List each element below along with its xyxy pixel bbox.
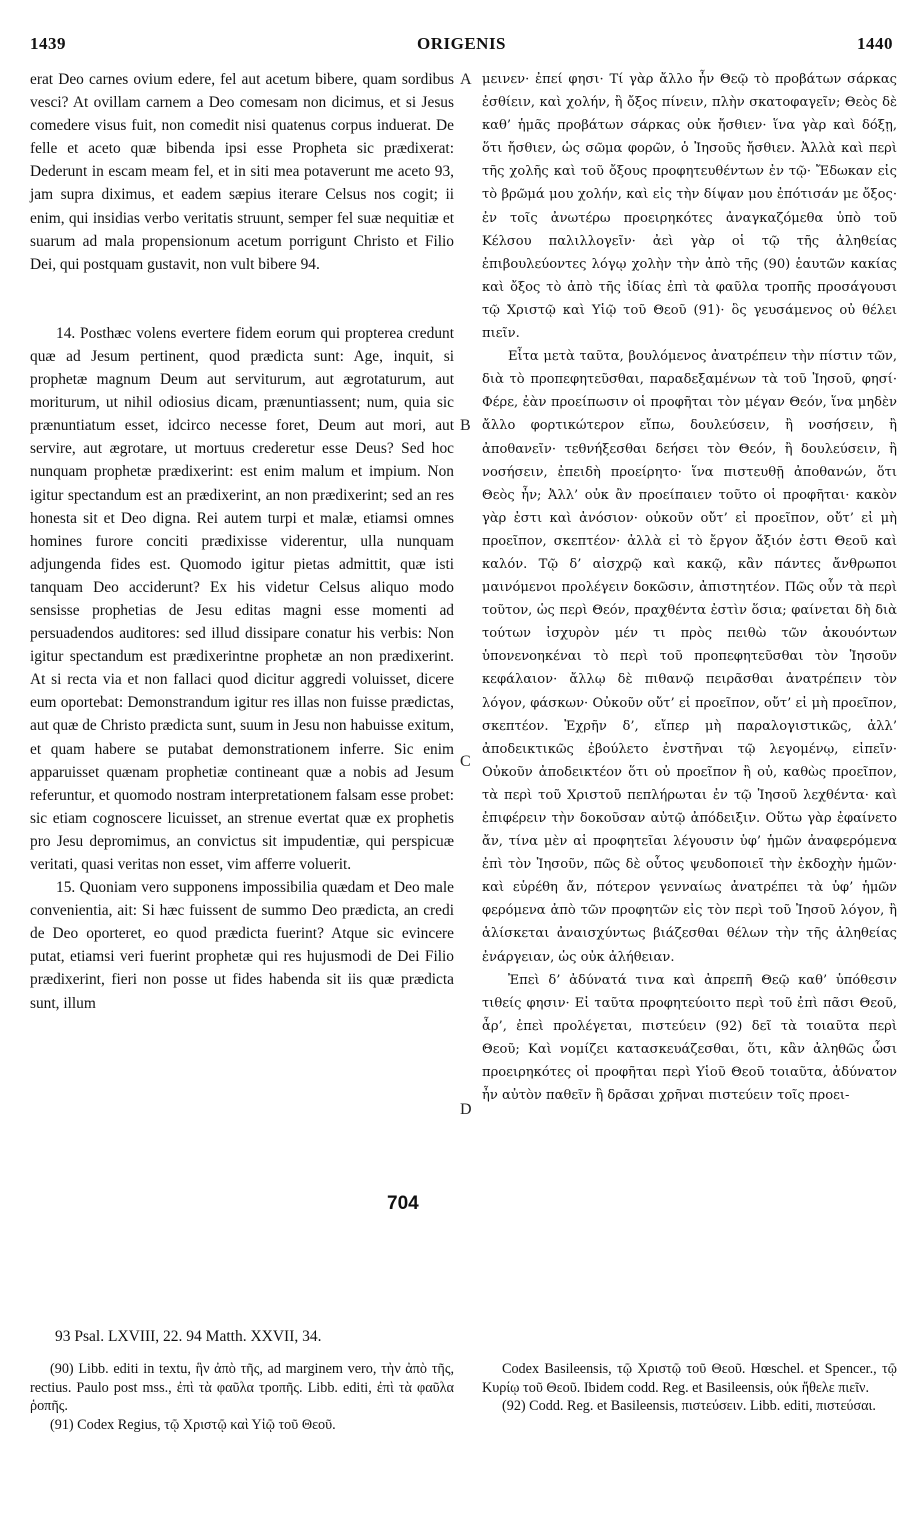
page-number-right: 1440 <box>857 34 893 53</box>
paragraph-spacer <box>30 276 454 322</box>
running-title: ORIGENIS <box>416 34 507 53</box>
greek-paragraph-1: μεινεν· ἐπεί φησι· Τί γὰρ ἄλλο ἦν Θεῷ τὸ προβάτων σάρκας ἐσθίειν, καὶ χολήν, ἢ ὄξος πίνειν, πλὴν σκατοφαγεῖν; Θεὸς δὲ καθ’ ἡμᾶς προβάτων σάρκας οὐκ ἤσθιεν· ἵνα γὰρ καὶ δόξῃ, ὅτι ἤσθιεν, ὡς σῶμα φορῶν, ὁ Ἰησοῦς ἤσθιεν. Ἀλλὰ καὶ περὶ τῆς χολῆς καὶ τοῦ ὄξους προφητευθέντων ἐν τῷ· Ἔδωκαν εἰς τὸ βρῶμά μου χολήν, καὶ εἰς τὴν δίψαν μου ἐπότισάν με ὄξος· ἐν τοῖς ἀνωτέρω προειρηκότες ἀναγκαζόμεθα ὑπὸ τοῦ Κέλσου παλιλλογεῖν· ἀεὶ γὰρ οἱ τῷ τῆς ἀληθείας ἐπιβουλεύοντες λόγῳ χολὴν τὴν ἀπὸ τῆς (90) ἑαυτῶν κακίας καὶ ὄξος τὸ ἀπὸ τῆς ἰδίας ἐπὶ τὰ φαῦλα τροπῆς προσάγουσι τῷ Χριστῷ καὶ Υἱῷ τοῦ Θεοῦ (91)· ὃς γευσάμενος οὐ θέλει πιεῖν. <box>482 72 897 342</box>
margin-letter-a: A <box>460 71 472 88</box>
note-91: (91) Codex Regius, τῷ Χριστῷ καὶ Υἱῷ τοῦ Θεοῦ. <box>50 1416 336 1433</box>
margin-letter-c: C <box>460 753 471 770</box>
greek-column <box>482 68 897 1107</box>
latin-paragraph-2: 14. Posthæc volens evertere fidem eorum qui propterea credunt quæ ad Jesum pertinent, quod prædicta sunt: Age, inquit, si prophetæ magnum Deum aut serviturum, aut ægrotaturum, aut moriturum, ut nihil odiosius dicam, prænuntiassent; num, quia sic prænuntiatum esset, idcirco necesse foret, Deum aut mori, aut servire, aut ægrotare, ut mortuus crederetur esse Deus? Sed hoc nunquam prophetæ prædixerint: est enim malum et impium. Non igitur spectandum est an prædixerint, an non prædixerint; sed an res honesta sit et Deo digna. Rei autem turpi et malæ, etiamsi omnes homines furore conciti prædixisse viderentur, ulla nunquam adjungenda fides est. Quomodo igitur pietas admittit, quæ isti tanquam Deo acciderunt? Ex his videtur Celsus aliquo modo sensisse prophetias de Jesu editas magni esse momenti ad persuadendos auditores: sed illud dissipare conatur his verbis: Non igitur spectandum est prædixerintne prophetæ an non prædixerint. At si recta via et non fallaci quod dicitur aggredi voluisset, dicere eum oportebat: Demonstrandum igitur res illas non fuisse prædictas, aut quæ de Christo prædicta sunt, suum in Jesu non habuisse exitum, et quam habere se putabat demonstrationem inferre. Sic enim apparuisset quænam prophetiæ contineant quæ a nobis ad Jesum referuntur, et quomodo nostram interpretationem falsam esse probet: sic etiam cognoscere licuisset, an strenue evertat quæ ex prophetis pro Jesu depromimus, an convictus sit impudentiæ, qui perspicuæ veritati, quasi veritas non esset, vim afferre voluerit. <box>30 324 454 873</box>
margin-letter-d: D <box>460 1101 472 1118</box>
note-91-continued: Codex Basileensis, τῷ Χριστῷ τοῦ Θεοῦ. Hœschel. et Spencer., τῷ Κυρίῳ τοῦ Θεοῦ. Ibidem codd. Reg. et Basileensis, οὐκ ἤθελε πιεῖν. <box>482 1361 897 1396</box>
note-92: (92) Codd. Reg. et Basileensis, πιστεύσειν. Libb. editi, πιστεύσαι. <box>502 1398 876 1414</box>
greek-paragraph-2: Εἶτα μετὰ ταῦτα, βουλόμενος ἀνατρέπειν τὴν πίστιν τῶν, διὰ τὸ προπεφητεῦσθαι, παραδεξαμένων τὰ τοῦ Ἰησοῦ, φησί· Φέρε, ἐὰν προείπωσιν οἱ προφῆται τὸν μέγαν Θεόν, ἵνα μηδὲν ἄλλο φορτικώτερον εἴπω, δουλεύσειν, ἢ νοσήσειν, ἢ ἀποθανεῖν· τεθνήξεσθαι δεήσει τὸν Θεόν, ἢ δουλεύσειν, ἢ νοσήσειν, ἐπειδὴ προείρητο· ἵνα πιστευθῇ ἀποθανών, ὅτι Θεὸς ἦν; Ἀλλ’ οὐκ ἂν προείπαιεν τοῦτο οἱ προφῆται· κακὸν γὰρ ἐστι καὶ ἀνόσιον· οὐκοῦν οὔτ’ εἰ προεῖπον, οὔτ’ εἰ μὴ προεῖπον, σκεπτέον· ἀλλὰ εἰ τὸ ἔργον ἄξιόν ἐστι Θεοῦ καὶ καλόν. Τῷ δ’ αἰσχρῷ καὶ κακῷ, κἂν πάντες ἄνθρωποι μαινόμενοι προλέγειν δοκῶσιν, ἀπιστητέον. Πῶς οὖν τὰ περὶ τοῦτον, ὡς περὶ Θεόν, πραχθέντα ἐστὶν ὅσια; φαίνεται δὴ διὰ τούτων ἰσχυρὸν μέν τι πρὸς πειθὼ τῶν ἀκουόντων ὑπονενοηκέναι τὸ περὶ τοῦ προπεφητεῦσθαι τὸν Ἰησοῦν κεφάλαιον· ἄλλῳ δὲ πιθανῷ πειρᾶσθαι ἀνατρέπειν τὸν λόγον, φάσκων· Οὐκοῦν οὔτ’ εἰ προεῖπον, οὔτ’ εἰ μὴ προεῖπον, σκεπτέον. Ἐχρῆν δ’, εἴπερ μὴ παραλογιστικῶς, ἀλλ’ ἀποδεικτικῶς ἐβούλετο ἐνστῆναι τῷ λεγομένῳ, εἰπεῖν· Οὐκοῦν ἀποδεικτέον ὅτι οὐ προεῖπον ἢ οὐ, καθὼς προεῖπον, τὰ περὶ τοῦ Χριστοῦ πεπλήρωται ἐν τῷ Ἰησοῦ λεχθέντα· καὶ ἐπιφέρειν τὴν δοκοῦσαν αὐτῷ ἀπόδειξιν. Οὕτω γὰρ ἐφαίνετο ἄν, τίνα μὲν αἱ προφητεῖαι λέγουσιν ὑφ’ ἡμῶν ἀναφερόμενα ἐπὶ τὸν Ἰησοῦν, πῶς δὲ οὗτος ψευδοποιεῖ τὴν ἐκδοχὴν ἡμῶν· καὶ εὑρέθη ἄν, πότερον γενναίως ἀνατρέπει τὰ ὑφ’ ἡμῶν φερόμενα ἀπὸ τῶν προφητῶν εἰς τὸν περὶ τοῦ Ἰησοῦ λόγον, ἢ ἁλίσκεται ἀναισχύντως βιάζεσθαι θέλων τὴν τῆς ἀληθείας ἐνάργειαν, ὡς οὐκ ἀλήθειαν. <box>482 349 897 965</box>
critical-notes-left <box>30 1360 454 1434</box>
margin-letter-b: B <box>460 417 471 434</box>
greek-paragraph-3: Ἐπεὶ δ’ ἀδύνατά τινα καὶ ἀπρεπῆ Θεῷ καθ’ ὑπόθεσιν τιθείς φησιν· Εἰ ταῦτα προφητεύοιτο περὶ τοῦ ἐπὶ πᾶσι Θεοῦ, ἆρ’, ἐπεὶ προλέγεται, πιστεύειν (92) δεῖ τὰ τοιαῦτα περὶ Θεοῦ; Καὶ νομίζει κατασκευάζεσθαι, ὅτι, κἂν ἀληθῶς ὦσι προειρηκότες οἱ προφῆται περὶ Υἱοῦ Θεοῦ τοιαῦτα, ἀδύνατον ἦν αὐτὸν παθεῖν ἢ δρᾶσαι χρῆναι πιστεύειν τοῖς προει- <box>482 972 897 1104</box>
latin-paragraph-1: erat Deo carnes ovium edere, fel aut acetum bibere, quam sordibus vesci? At ovillam carnem a Deo comesam non dicimus, et si Jesus comedere visus fuit, non comedit nisi quatenus corpus induerat. De felle et aceto quæ bibenda ipsi esse Propheta sic prædixerat: Dederunt in escam meam fel, et in siti mea potaverunt me aceto 93, jam supra diximus, et eadem sæpius iterare Celsus nos cogit; ii enim, qui insidias verbo veritatis struunt, semper fel suæ nequitiæ et suarum ad mala propensionum acetum porrigunt Christo et Filio Dei, qui postquam gustavit, non vult bibere 94. <box>30 71 454 273</box>
scripture-footnotes: 93 Psal. LXVIII, 22. 94 Matth. XXVII, 34. <box>55 1328 322 1345</box>
column-number: 704 <box>384 1193 422 1215</box>
note-90: (90) Libb. editi in textu, ἣν ἀπὸ τῆς, ad marginem vero, τὴν ἀπὸ τῆς, rectius. Paulo post mss., ἐπὶ τὰ φαῦλα τροπῆς. Libb. editi, ἐπὶ τὰ φαῦλα ῥοπῆς. <box>30 1361 454 1414</box>
critical-notes-right <box>482 1360 897 1416</box>
page-number-left: 1439 <box>30 34 66 53</box>
latin-paragraph-3: 15. Quoniam vero supponens impossibilia quædam et Deo male convenientia, ait: Si hæc fuissent de summo Deo prædicta, an credi de Deo oporteret, eo quod prædicta fuerint? Atque sic evincere putat, etiamsi veri fuerint prophetæ qui res hujusmodi de Dei Filio prædixerint, fieri non posse ut fides habenda sit iis quæ prædicta sunt, illum <box>30 879 454 1012</box>
latin-column <box>30 68 454 1015</box>
